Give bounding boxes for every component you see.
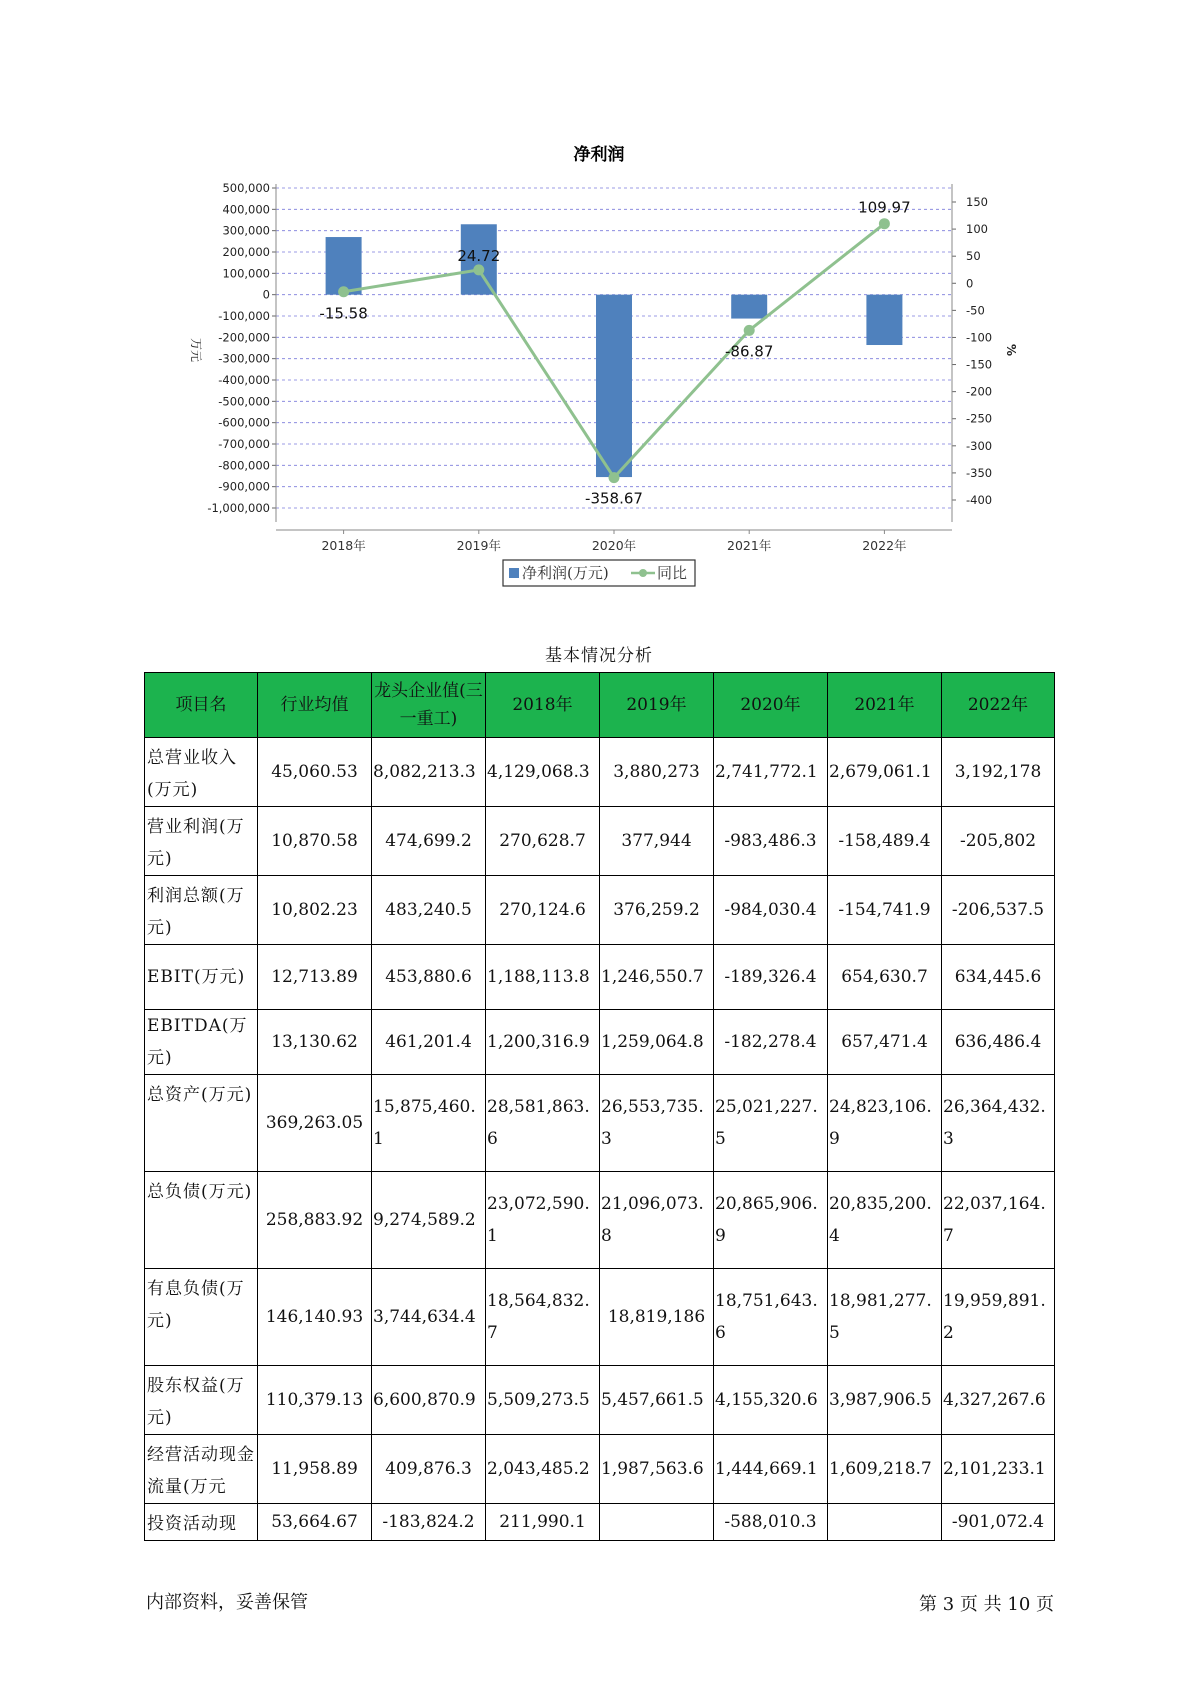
data-label: 109.97 — [858, 198, 911, 217]
y-tick-label: 0 — [262, 287, 270, 302]
table-cell: 1,188,113.8 — [486, 945, 600, 1010]
y-tick-label: 300,000 — [222, 223, 270, 238]
y2-tick-label: -300 — [966, 438, 993, 453]
table-cell: 8,082,213.3 — [372, 738, 486, 807]
table-cell: 409,876.3 — [372, 1435, 486, 1504]
basic-analysis-table — [144, 672, 1055, 1541]
x-tick-label: 2022年 — [862, 538, 907, 553]
table-cell: 23,072,590.1 — [486, 1172, 600, 1269]
header-cell: 2020年 — [714, 673, 828, 738]
row-label: 投资活动现 — [145, 1504, 258, 1541]
row-label: EBITDA(万元) — [145, 1010, 258, 1075]
y-axis-label: 万元 — [189, 337, 203, 363]
y-tick-label: 200,000 — [222, 245, 270, 259]
line-point — [744, 325, 755, 336]
legend-bar-label: 净利润(万元) — [522, 564, 609, 582]
table-cell: 110,379.13 — [258, 1366, 372, 1435]
table-cell: 10,870.58 — [258, 807, 372, 876]
y2-tick-label: 50 — [966, 249, 981, 264]
y-tick-label: -1,000,000 — [207, 501, 270, 515]
table-cell: 18,751,643.6 — [714, 1269, 828, 1366]
bar — [866, 295, 902, 345]
row-label: 营业利润(万元) — [145, 807, 258, 876]
table-cell: 483,240.5 — [372, 876, 486, 945]
table-cell: -158,489.4 — [828, 807, 942, 876]
bar — [596, 295, 632, 477]
row-label: 总营业收入(万元) — [145, 738, 258, 807]
header-cell: 2021年 — [828, 673, 942, 738]
table-cell: 9,274,589.2 — [372, 1172, 486, 1269]
data-label: 24.72 — [457, 246, 501, 265]
header-cell: 项目名 — [145, 673, 258, 738]
table-cell: 634,445.6 — [942, 945, 1055, 1010]
table-cell: 20,835,200.4 — [828, 1172, 942, 1269]
header-cell: 2018年 — [486, 673, 600, 738]
table-cell: 45,060.53 — [258, 738, 372, 807]
table-cell: 11,958.89 — [258, 1435, 372, 1504]
table-cell: 18,564,832.7 — [486, 1269, 600, 1366]
y2-tick-label: 0 — [966, 276, 974, 291]
table-cell: 26,364,432.3 — [942, 1075, 1055, 1172]
y2-tick-label: -400 — [966, 493, 993, 507]
table-cell: -206,537.5 — [942, 876, 1055, 945]
x-tick-label: 2021年 — [727, 538, 772, 553]
table-cell: 3,192,178 — [942, 738, 1055, 807]
row-label: 有息负债(万元) — [145, 1269, 258, 1366]
table-cell: 1,200,316.9 — [486, 1010, 600, 1075]
table-cell: 4,129,068.3 — [486, 738, 600, 807]
table-cell: 474,699.2 — [372, 807, 486, 876]
table-cell: 3,987,906.5 — [828, 1366, 942, 1435]
y-tick-label: -200,000 — [218, 330, 270, 345]
table-cell: 2,043,485.2 — [486, 1435, 600, 1504]
table-cell: 654,630.7 — [828, 945, 942, 1010]
y2-tick-label: -350 — [966, 465, 993, 480]
table-cell: 657,471.4 — [828, 1010, 942, 1075]
table-cell: 377,944 — [600, 807, 714, 876]
table-cell: 4,155,320.6 — [714, 1366, 828, 1435]
table-row — [145, 807, 1055, 876]
chart-title: 净利润 — [573, 145, 625, 165]
table-row — [145, 1269, 1055, 1366]
table-cell: 1,609,218.7 — [828, 1435, 942, 1504]
footer-page-number: 第 3 页 共 10 页 — [919, 1594, 1054, 1615]
y2-tick-label: -50 — [966, 303, 985, 318]
table-cell: -189,326.4 — [714, 945, 828, 1010]
table-cell: 24,823,106.9 — [828, 1075, 942, 1172]
table-cell: 258,883.92 — [258, 1172, 372, 1269]
table-cell: 5,457,661.5 — [600, 1366, 714, 1435]
table-row — [145, 1366, 1055, 1435]
table-row — [145, 1172, 1055, 1269]
y-tick-label: -500,000 — [218, 394, 270, 409]
table-cell: 453,880.6 — [372, 945, 486, 1010]
table-cell: 1,259,064.8 — [600, 1010, 714, 1075]
table-row — [145, 1010, 1055, 1075]
row-label: 利润总额(万元) — [145, 876, 258, 945]
y-tick-label: -900,000 — [218, 479, 270, 494]
data-label: -15.58 — [319, 304, 368, 323]
table-cell: 4,327,267.6 — [942, 1366, 1055, 1435]
legend-line-label: 同比 — [657, 564, 688, 582]
bar — [326, 237, 362, 295]
x-tick-label: 2018年 — [321, 538, 366, 553]
table-cell: 2,101,233.1 — [942, 1435, 1055, 1504]
table-cell: 1,987,563.6 — [600, 1435, 714, 1504]
line-point — [609, 472, 620, 483]
table-cell: -182,278.4 — [714, 1010, 828, 1075]
y2-tick-label: -250 — [966, 411, 993, 426]
table-cell — [600, 1504, 714, 1541]
table-header-row — [145, 673, 1055, 738]
table-cell: -154,741.9 — [828, 876, 942, 945]
table-cell: 270,628.7 — [486, 807, 600, 876]
table-cell: -205,802 — [942, 807, 1055, 876]
table-cell: 20,865,906.9 — [714, 1172, 828, 1269]
header-cell: 2022年 — [942, 673, 1055, 738]
y-tick-label: 500,000 — [222, 181, 270, 195]
table-cell: 21,096,073.8 — [600, 1172, 714, 1269]
table-cell — [828, 1504, 942, 1541]
header-cell: 2019年 — [600, 673, 714, 738]
y-tick-label: -300,000 — [218, 351, 270, 366]
header-cell: 行业均值 — [258, 673, 372, 738]
table-cell: 18,819,186 — [600, 1269, 714, 1366]
table-cell: 19,959,891.2 — [942, 1269, 1055, 1366]
table-cell: 270,124.6 — [486, 876, 600, 945]
y-tick-label: 100,000 — [222, 266, 270, 281]
table-cell: 3,880,273 — [600, 738, 714, 807]
row-label: EBIT(万元) — [145, 945, 258, 1010]
legend-line-marker — [639, 569, 647, 577]
y2-tick-label: -150 — [966, 357, 993, 372]
table-cell: 18,981,277.5 — [828, 1269, 942, 1366]
table-cell: 2,741,772.1 — [714, 738, 828, 807]
table-row — [145, 738, 1055, 807]
table-cell: 53,664.67 — [258, 1504, 372, 1541]
x-tick-label: 2019年 — [456, 538, 501, 553]
table-row — [145, 876, 1055, 945]
table-cell: -984,030.4 — [714, 876, 828, 945]
table-cell: 10,802.23 — [258, 876, 372, 945]
bar — [731, 295, 767, 319]
table-cell: 5,509,273.5 — [486, 1366, 600, 1435]
table-cell: 28,581,863.6 — [486, 1075, 600, 1172]
y-tick-label: -600,000 — [218, 415, 270, 430]
y2-axis-label: % — [1004, 343, 1018, 357]
table-cell: 12,713.89 — [258, 945, 372, 1010]
table-cell: 636,486.4 — [942, 1010, 1055, 1075]
data-label: -86.87 — [725, 342, 774, 361]
table-cell: 3,744,634.4 — [372, 1269, 486, 1366]
legend-bar-swatch — [509, 568, 519, 578]
y-tick-label: -800,000 — [218, 458, 270, 473]
table-cell: 1,444,669.1 — [714, 1435, 828, 1504]
table-cell: -588,010.3 — [714, 1504, 828, 1541]
table-cell: 369,263.05 — [258, 1075, 372, 1172]
y2-tick-label: -200 — [966, 384, 993, 399]
table-cell: 26,553,735.3 — [600, 1075, 714, 1172]
line-point — [879, 218, 890, 229]
y-tick-label: 400,000 — [222, 202, 270, 217]
table-cell: 22,037,164.7 — [942, 1172, 1055, 1269]
table-cell: 2,679,061.1 — [828, 738, 942, 807]
table-cell: 461,201.4 — [372, 1010, 486, 1075]
table-cell: 25,021,227.5 — [714, 1075, 828, 1172]
y2-tick-label: 100 — [966, 222, 988, 237]
table-row — [145, 945, 1055, 1010]
y-tick-label: -700,000 — [218, 437, 270, 451]
row-label: 经营活动现金流量(万元 — [145, 1435, 258, 1504]
table-cell: 15,875,460.1 — [372, 1075, 486, 1172]
x-tick-label: 2020年 — [591, 538, 637, 553]
y2-tick-label: -100 — [966, 330, 993, 345]
table-cell: 376,259.2 — [600, 876, 714, 945]
data-label: -358.67 — [585, 489, 643, 508]
table-body — [145, 738, 1055, 1541]
y-tick-label: -100,000 — [218, 309, 270, 323]
table-cell: 6,600,870.9 — [372, 1366, 486, 1435]
line-point — [473, 264, 484, 275]
y-tick-label: -400,000 — [218, 373, 270, 387]
table-row — [145, 1435, 1055, 1504]
table-cell: 146,140.93 — [258, 1269, 372, 1366]
footer-confidential: 内部资料，妥善保管 — [146, 1592, 308, 1613]
table-caption: 基本情况分析 — [545, 646, 653, 666]
table-row — [145, 1075, 1055, 1172]
table-cell: -183,824.2 — [372, 1504, 486, 1541]
header-cell: 龙头企业值(三一重工) — [372, 673, 486, 738]
table-cell: 1,246,550.7 — [600, 945, 714, 1010]
table-cell: -901,072.4 — [942, 1504, 1055, 1541]
table-cell: 211,990.1 — [486, 1504, 600, 1541]
row-label: 总负债(万元) — [145, 1172, 258, 1269]
table-row — [145, 1504, 1055, 1541]
row-label: 股东权益(万元) — [145, 1366, 258, 1435]
y2-tick-label: 150 — [966, 195, 988, 209]
chart-svg — [0, 0, 1191, 600]
table-cell: -983,486.3 — [714, 807, 828, 876]
row-label: 总资产(万元) — [145, 1075, 258, 1172]
line-point — [338, 286, 349, 297]
table-cell: 13,130.62 — [258, 1010, 372, 1075]
net-profit-chart — [0, 0, 1191, 600]
